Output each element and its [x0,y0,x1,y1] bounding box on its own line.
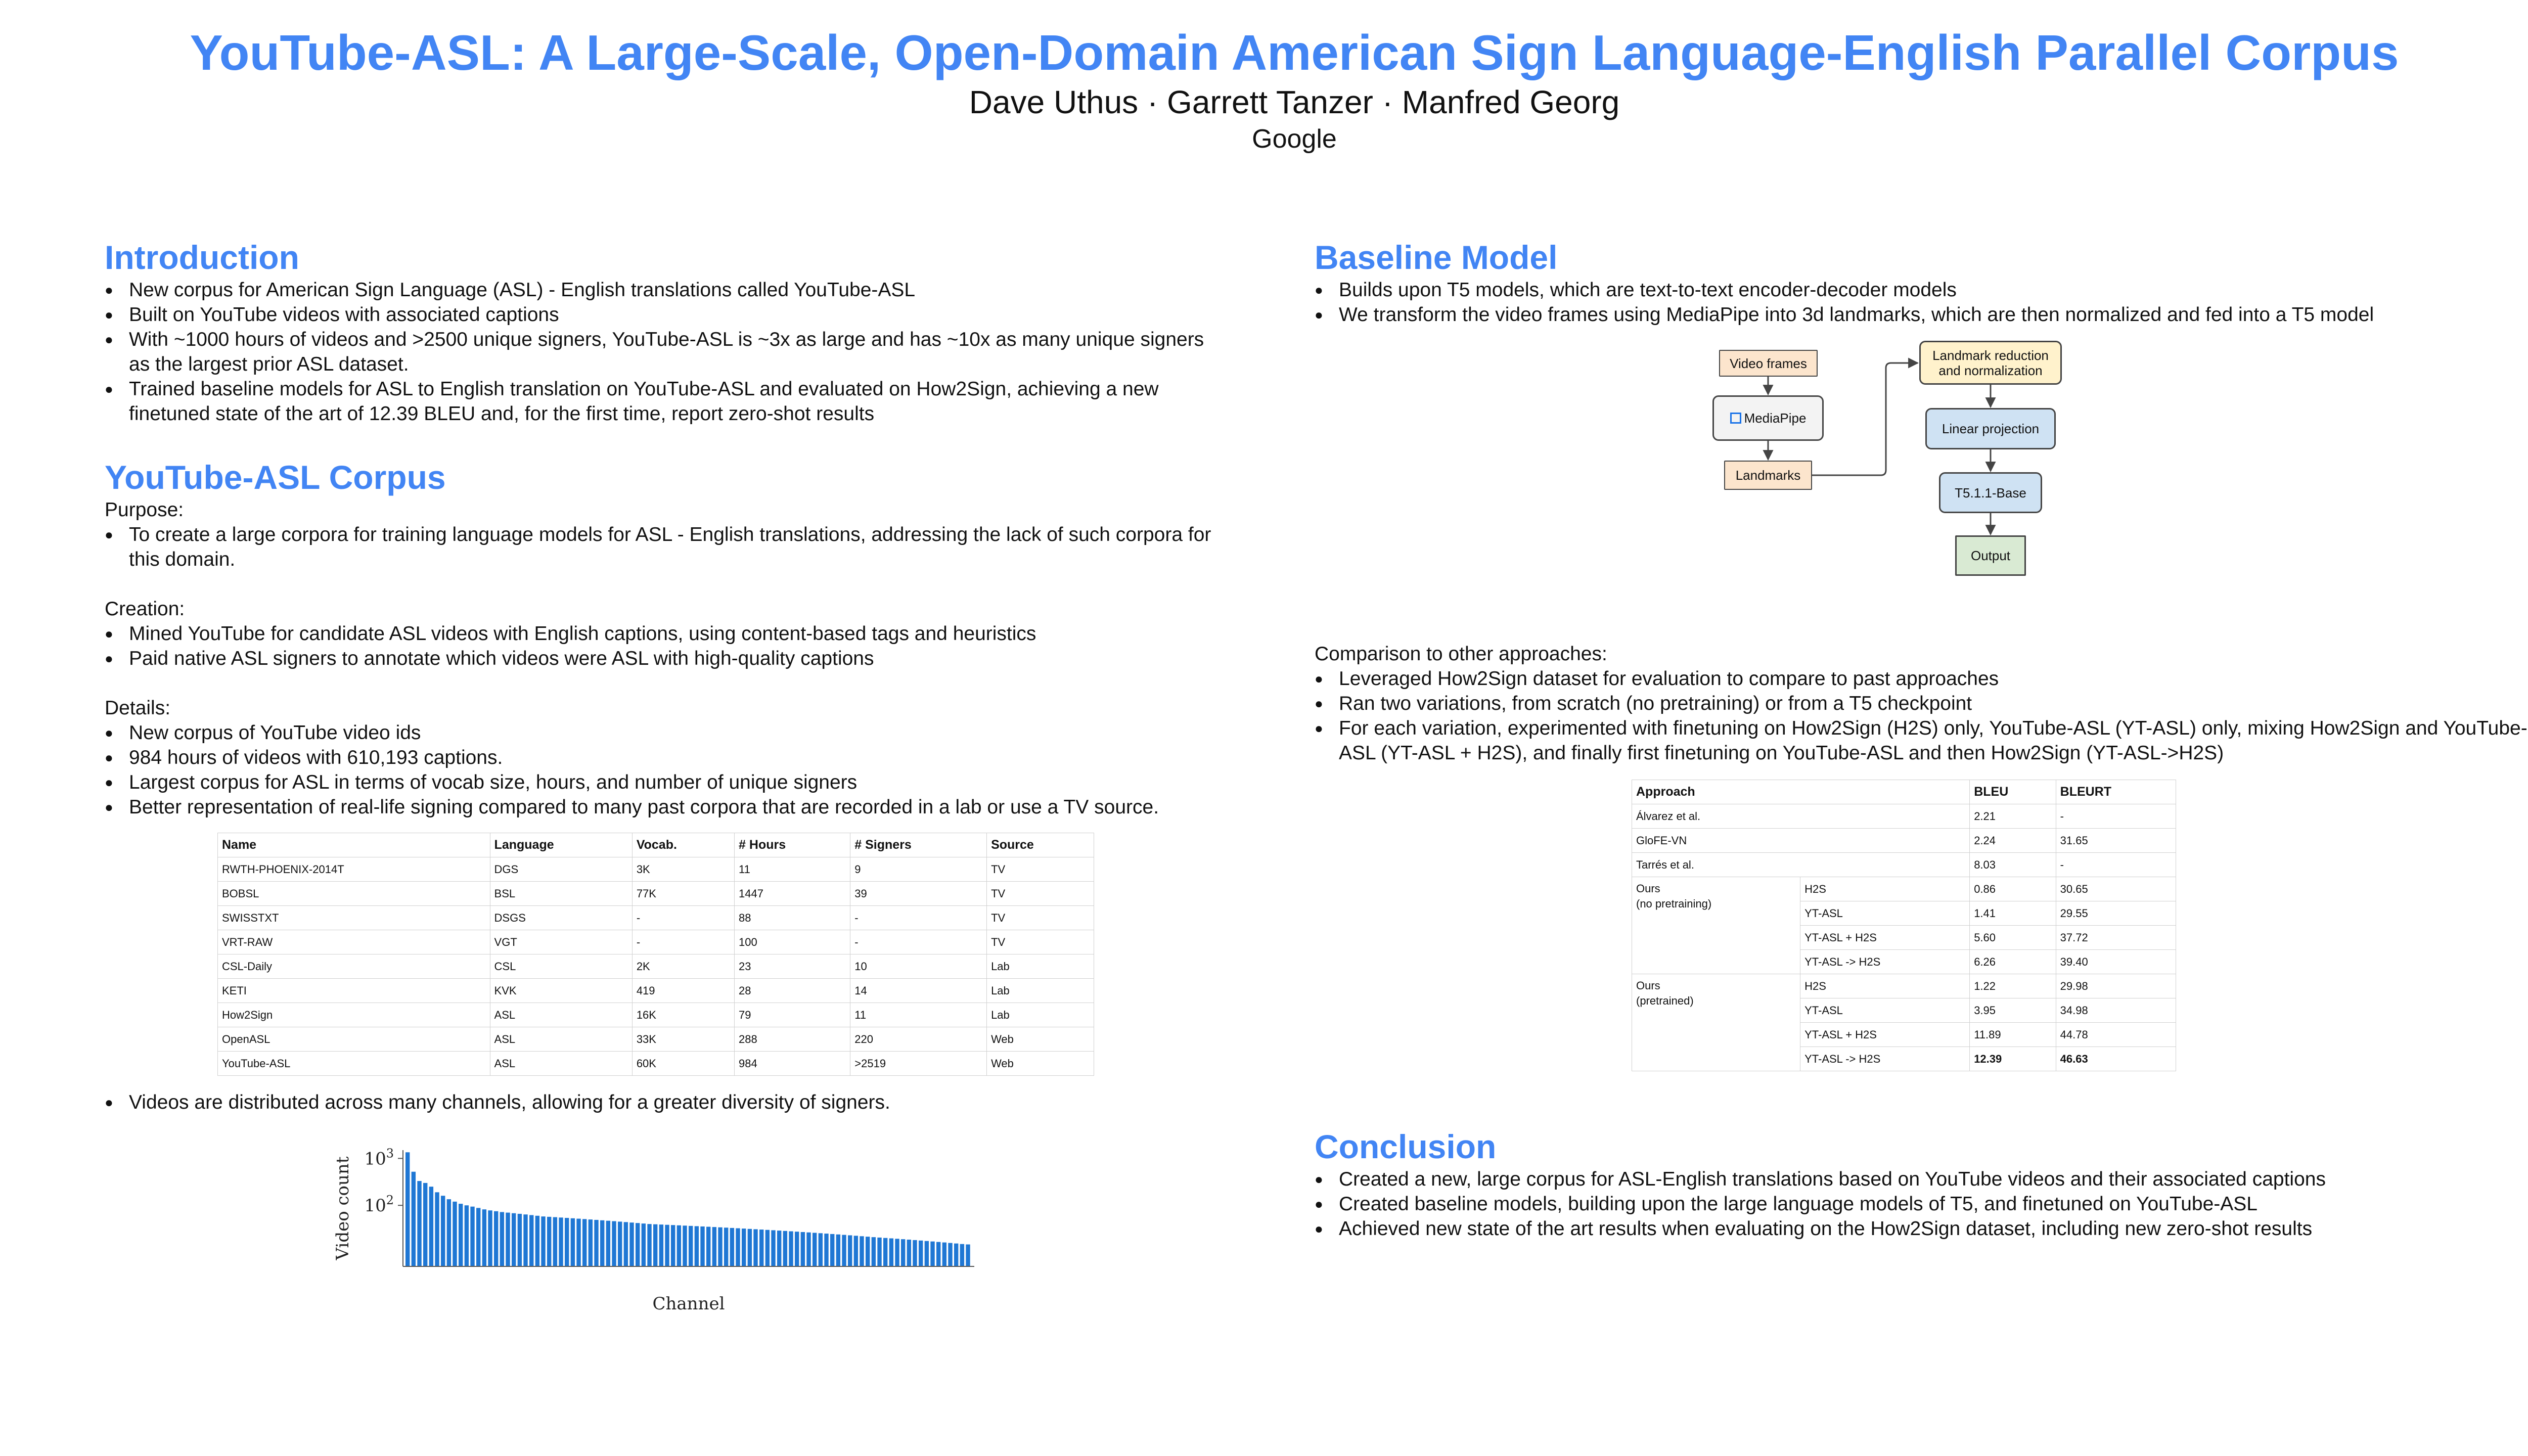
chart-bar [629,1223,634,1267]
chart-bar [854,1236,858,1267]
chart-bar [529,1215,533,1267]
chart-bar [523,1215,527,1267]
results-variant-cell: YT-ASL -> H2S [1800,950,1970,974]
table-row [218,930,1094,954]
results-bleu-cell: 3.95 [1970,998,2056,1023]
table-cell: 39 [850,882,987,906]
table-cell: 33K [632,1027,734,1052]
chart-bar [665,1225,669,1266]
creation-bullet: ● Mined YouTube for candidate ASL videos with English captions, using content-based tags and heuristics [105,621,1217,646]
table-cell: 288 [735,1027,850,1052]
chart-bar [482,1210,486,1267]
chart-bars [405,1153,970,1267]
chart-bar [459,1204,463,1266]
chart-bar [913,1240,917,1266]
conclusion-bullet: ● Achieved new state of the art results when evaluating on the How2Sign dataset, including new zero-shot results [1315,1216,2528,1241]
table-row [218,954,1094,979]
chart-bar [801,1232,805,1266]
chart-bar [618,1222,622,1267]
table-cell: TV [987,882,1094,906]
table-cell: 23 [735,954,850,979]
results-header-cell: BLEURT [2056,780,2176,804]
chart-bar [689,1226,693,1266]
table-cell: KETI [218,979,490,1003]
chart-bar [506,1213,510,1266]
results-bleu-cell: 1.22 [1970,974,2056,998]
right-column [1315,238,2528,1241]
chart-bar [594,1220,598,1266]
chart-bar [417,1181,421,1266]
chart-bar [435,1193,439,1267]
results-bleurt-cell: 44.78 [2056,1023,2176,1047]
table-row [218,1027,1094,1052]
chart-bar [500,1212,504,1267]
group-label-line: (no pretraining) [1636,897,1712,911]
video-frames-label: Video frames [1730,355,1807,371]
results-bleurt-cell: - [2056,853,2176,877]
details-label: Details: [105,697,171,719]
chart-bar [712,1227,716,1266]
results-bleu-cell: 2.24 [1970,829,2056,853]
table-cell: - [632,906,734,930]
intro-bullet: ● New corpus for American Sign Language (ASL) - English translations called YouTube-ASL [105,278,1217,302]
results-row [1632,853,2176,877]
distribution-bullet: ● Videos are distributed across many channels, allowing for a greater diversity of signers. [105,1090,1217,1115]
chart-bar [877,1238,881,1266]
reduction-label-line2: and normalization [1938,362,2043,378]
chart-bar [465,1206,469,1267]
chart-bar [518,1214,522,1266]
table-header-cell: Source [987,833,1094,857]
group-label-line: Ours [1636,882,1660,895]
table-cell: Web [987,1052,1094,1076]
comparison-bullet: ● Ran two variations, from scratch (no pretraining) or from a T5 checkpoint [1315,691,2528,716]
results-bleurt-cell: 30.65 [2056,877,2176,901]
chart-bar [582,1219,586,1267]
chart-bar [447,1199,451,1266]
chart-bar [695,1226,699,1267]
results-row [1632,877,2176,901]
chart-bar [771,1231,775,1267]
results-bleu-cell: 1.41 [1970,901,2056,926]
results-variant-cell: H2S [1800,974,1970,998]
table-cell: 60K [632,1052,734,1076]
table-header-cell: Name [218,833,490,857]
chart-bar [889,1239,893,1267]
creation-list [105,621,1217,671]
table-cell: 3K [632,857,734,882]
chart-bar [842,1235,846,1266]
results-bleu-cell: 12.39 [1970,1047,2056,1071]
table-header-cell: Vocab. [632,833,734,857]
table-cell: 88 [735,906,850,930]
chart-bar [819,1234,823,1267]
table-cell: VRT-RAW [218,930,490,954]
chart-bar [647,1224,651,1267]
chart-bar [742,1229,746,1267]
output-box [1955,535,2026,576]
chart-bar [494,1211,498,1266]
chart-bar [789,1232,793,1266]
chart-bar [948,1243,952,1266]
table-cell: BSL [490,882,632,906]
table-cell: DSGS [490,906,632,930]
authors: Dave Uthus · Garrett Tanzer · Manfred Georg [969,84,1620,120]
chart-ytick-label: $10^3$ [364,1146,394,1169]
landmarks-label: Landmarks [1735,468,1801,483]
table-cell: BOBSL [218,882,490,906]
chart-bar [925,1241,929,1266]
table-cell: SWISSTXT [218,906,490,930]
results-row [1632,829,2176,853]
corpus-heading: YouTube-ASL Corpus [105,459,446,496]
chart-bar [866,1237,870,1267]
chart-bar [547,1217,551,1266]
table-cell: 220 [850,1027,987,1052]
results-bleu-cell: 8.03 [1970,853,2056,877]
chart-bar [642,1224,646,1267]
table-cell: 100 [735,930,850,954]
details-bullet: ● Better representation of real-life signing compared to many past corpora that are recorded in a lab or use a TV source. [105,795,1217,820]
chart-bar [683,1226,687,1267]
table-cell: Web [987,1027,1094,1052]
output-label: Output [1970,548,2011,564]
table-cell: TV [987,857,1094,882]
table-header-cell: Language [490,833,632,857]
t5-base-box [1939,472,2042,513]
mediapipe-logo-icon [1730,413,1741,424]
t5-base-label: T5.1.1-Base [1955,485,2026,500]
table-cell: How2Sign [218,1003,490,1027]
chart-bar [872,1238,876,1267]
chart-bar [659,1225,663,1267]
chart-bar [765,1230,770,1266]
chart-bar [600,1220,604,1266]
chart-bar [919,1241,923,1266]
table-cell: Lab [987,979,1094,1003]
table-row [218,1003,1094,1027]
chart-bar [488,1211,492,1267]
conclusion-bullet: ● Created a new, large corpus for ASL-English translations based on YouTube videos and their associated captions [1315,1167,2528,1192]
table-cell: 419 [632,979,734,1003]
table-cell: KVK [490,979,632,1003]
results-bleu-cell: 0.86 [1970,877,2056,901]
chart-bar [724,1228,728,1267]
chart-bar [541,1217,545,1267]
results-group-label [1632,974,1800,1071]
results-bleurt-cell: 34.98 [2056,998,2176,1023]
chart-bar [589,1220,593,1267]
chart-bar [606,1221,610,1266]
chart-bar [405,1153,410,1267]
chart-bar [412,1172,416,1266]
table-cell: 2K [632,954,734,979]
table-cell: - [850,906,987,930]
chart-bar [700,1226,704,1266]
results-variant-cell: YT-ASL -> H2S [1800,1047,1970,1071]
chart-y-ticks [364,1147,403,1216]
left-column [105,238,1217,1352]
purpose-list [105,522,1217,572]
table-cell: 984 [735,1052,850,1076]
reduction-label-line1: Landmark reduction [1932,347,2049,363]
chart-bar [966,1245,970,1266]
channel-distribution-chart [322,1135,1030,1352]
conclusion-list [1315,1167,2528,1241]
chart-bar [942,1243,946,1266]
table-row [218,906,1094,930]
table-cell: 10 [850,954,987,979]
table-cell: 79 [735,1003,850,1027]
results-variant-cell: YT-ASL + H2S [1800,1023,1970,1047]
video-frames-box [1719,350,1818,377]
chart-bar [553,1217,557,1266]
details-bullet: ● Largest corpus for ASL in terms of vocab size, hours, and number of unique signers [105,770,1217,795]
table-cell: 16K [632,1003,734,1027]
chart-bar [830,1234,834,1266]
baseline-bullet: ● We transform the video frames using MediaPipe into 3d landmarks, which are then normalized and fed into a T5 model [1315,302,2528,327]
comparison-bullet: ● For each variation, experimented with finetuning on How2Sign (H2S) only, YouTube-ASL (YT-ASL) only, mixing How2Sign and YouTube-ASL (YT-ASL + H2S), and finally first finetuning on YouTube-ASL and then How2Sign (YT-ASL->H2S) [1315,716,2528,765]
chart-bar [453,1202,457,1266]
chart-bar [883,1238,887,1266]
table-cell: CSL [490,954,632,979]
table-cell: 77K [632,882,734,906]
linear-projection-label: Linear projection [1942,421,2040,437]
results-row [1632,804,2176,829]
results-header-cell: Approach [1632,780,1970,804]
chart-bar [730,1228,734,1266]
chart-bar [901,1240,905,1267]
results-bleurt-cell: - [2056,804,2176,829]
table-cell: ASL [490,1052,632,1076]
chart-bar [960,1244,964,1266]
details-bullet: ● New corpus of YouTube video ids [105,720,1217,745]
comparison-list [1315,666,2528,765]
chart-bar [895,1239,899,1267]
chart-bar [930,1242,934,1266]
results-header-cell: BLEU [1970,780,2056,804]
table-header-cell: # Signers [850,833,987,857]
baseline-list [1315,278,2528,327]
chart-bar [423,1183,427,1266]
chart-bar [512,1213,516,1266]
chart-bar [671,1225,675,1267]
table-cell: 11 [735,857,850,882]
results-variant-cell: YT-ASL + H2S [1800,926,1970,950]
table-header-cell: # Hours [735,833,850,857]
intro-bullet: ● Built on YouTube videos with associated captions [105,302,1217,327]
distribution-list [105,1090,1217,1115]
model-diagram [1315,327,2528,605]
intro-heading: Introduction [105,239,299,276]
baseline-heading: Baseline Model [1315,239,1558,276]
chart-xlabel: Channel [652,1294,725,1314]
table-cell: - [850,930,987,954]
results-bleu-cell: 11.89 [1970,1023,2056,1047]
table-cell: 28 [735,979,850,1003]
results-bleurt-cell: 46.63 [2056,1047,2176,1071]
chart-bar [636,1223,640,1267]
chart-bar [612,1221,616,1266]
table-cell: 14 [850,979,987,1003]
chart-bar [860,1237,864,1267]
table-cell: - [632,930,734,954]
chart-bar [624,1222,628,1267]
purpose-label: Purpose: [105,499,184,521]
chart-bar [706,1227,710,1266]
chart-bar [783,1231,787,1266]
comparison-label: Comparison to other approaches: [1315,643,1607,665]
baseline-bullet: ● Builds upon T5 models, which are text-to-text encoder-decoder models [1315,278,2528,302]
conclusion-bullet: ● Created baseline models, building upon the large language models of T5, and finetuned on YouTube-ASL [1315,1192,2528,1216]
table-cell: OpenASL [218,1027,490,1052]
corpus-comparison-table [217,833,1094,1076]
intro-bullet: ● Trained baseline models for ASL to English translation on YouTube-ASL and evaluated on How2Sign, achieving a new finetuned state of the art of 12.39 BLEU and, for the first time, report zero-shot results [105,377,1217,426]
purpose-bullet: ● To create a large corpora for training language models for ASL - English translations, addressing the lack of such corpora for this domain. [105,522,1217,572]
table-cell: 9 [850,857,987,882]
linear-projection-box [1925,408,2056,449]
chart-bar [429,1187,433,1267]
results-approach-cell: GloFE-VN [1632,829,1970,853]
chart-bar [535,1216,539,1266]
table-cell: 11 [850,1003,987,1027]
poster-title: YouTube-ASL: A Large-Scale, Open-Domain American Sign Language-English Parallel Corpus [190,25,2399,80]
table-cell: Lab [987,1003,1094,1027]
details-list [105,720,1217,820]
results-bleurt-cell: 29.98 [2056,974,2176,998]
chart-bar [907,1240,911,1266]
details-bullet: ● 984 hours of videos with 610,193 captions. [105,745,1217,770]
chart-bar [759,1230,763,1266]
chart-bar [565,1218,569,1266]
chart-bar [653,1224,657,1266]
chart-ytick-label: $10^2$ [364,1193,394,1216]
intro-bullet: ● With ~1000 hours of videos and >2500 unique signers, YouTube-ASL is ~3x as large and has ~10x as many unique signers as the largest prior ASL dataset. [105,327,1217,377]
group-label-line: (pretrained) [1636,994,1694,1008]
table-cell: TV [987,930,1094,954]
chart-bar [576,1219,580,1266]
chart-bar [571,1218,575,1266]
chart-bar [753,1230,757,1267]
chart-bar [936,1242,940,1266]
affiliation: Google [1252,124,1337,154]
creation-label: Creation: [105,598,185,620]
landmark-reduction-box [1919,341,2062,385]
table-cell: TV [987,906,1094,930]
results-table [1632,780,2176,1071]
results-bleurt-cell: 37.72 [2056,926,2176,950]
chart-ylabel: Video count [333,1156,353,1260]
table-header-row [218,833,1094,857]
results-bleu-cell: 5.60 [1970,926,2056,950]
chart-bar [812,1233,817,1266]
creation-bullet: ● Paid native ASL signers to annotate which videos were ASL with high-quality captions [105,646,1217,671]
chart-bar [954,1244,958,1266]
table-row [218,857,1094,882]
results-variant-cell: H2S [1800,877,1970,901]
table-cell: CSL-Daily [218,954,490,979]
chart-bar [559,1218,563,1267]
results-bleu-cell: 6.26 [1970,950,2056,974]
intro-list [105,278,1217,426]
chart-bar [824,1234,828,1266]
table-row [218,979,1094,1003]
chart-bar [441,1196,445,1267]
table-cell: RWTH-PHOENIX-2014T [218,857,490,882]
chart-bar [777,1231,781,1266]
group-label-line: Ours [1636,979,1660,992]
results-header-row [1632,780,2176,804]
results-variant-cell: YT-ASL [1800,901,1970,926]
table-cell: Lab [987,954,1094,979]
results-approach-cell: Álvarez et al. [1632,804,1970,829]
results-bleurt-cell: 29.55 [2056,901,2176,926]
chart-bar [806,1233,810,1266]
landmarks-box [1724,461,1812,490]
results-bleurt-cell: 31.65 [2056,829,2176,853]
results-approach-cell: Tarrés et al. [1632,853,1970,877]
chart-bar [470,1207,474,1266]
results-bleu-cell: 2.21 [1970,804,2056,829]
results-variant-cell: YT-ASL [1800,998,1970,1023]
table-cell: ASL [490,1027,632,1052]
table-cell: >2519 [850,1052,987,1076]
chart-bar [476,1208,480,1267]
chart-bar [748,1229,752,1266]
table-cell: ASL [490,1003,632,1027]
table-cell: DGS [490,857,632,882]
chart-bar [736,1228,740,1266]
results-bleurt-cell: 39.40 [2056,950,2176,974]
chart-bar [677,1225,681,1266]
chart-bar [836,1235,840,1266]
table-row [218,882,1094,906]
table-row [218,1052,1094,1076]
table-cell: VGT [490,930,632,954]
table-cell: YouTube-ASL [218,1052,490,1076]
results-group-label [1632,877,1800,974]
conclusion-heading: Conclusion [1315,1128,1497,1166]
chart-bar [795,1232,799,1267]
comparison-bullet: ● Leveraged How2Sign dataset for evaluation to compare to past approaches [1315,666,2528,691]
chart-bar [848,1236,852,1267]
mediapipe-label: MediaPipe [1744,411,1807,426]
results-row [1632,974,2176,998]
chart-bar [718,1227,722,1266]
table-cell: 1447 [735,882,850,906]
mediapipe-box [1712,395,1824,441]
